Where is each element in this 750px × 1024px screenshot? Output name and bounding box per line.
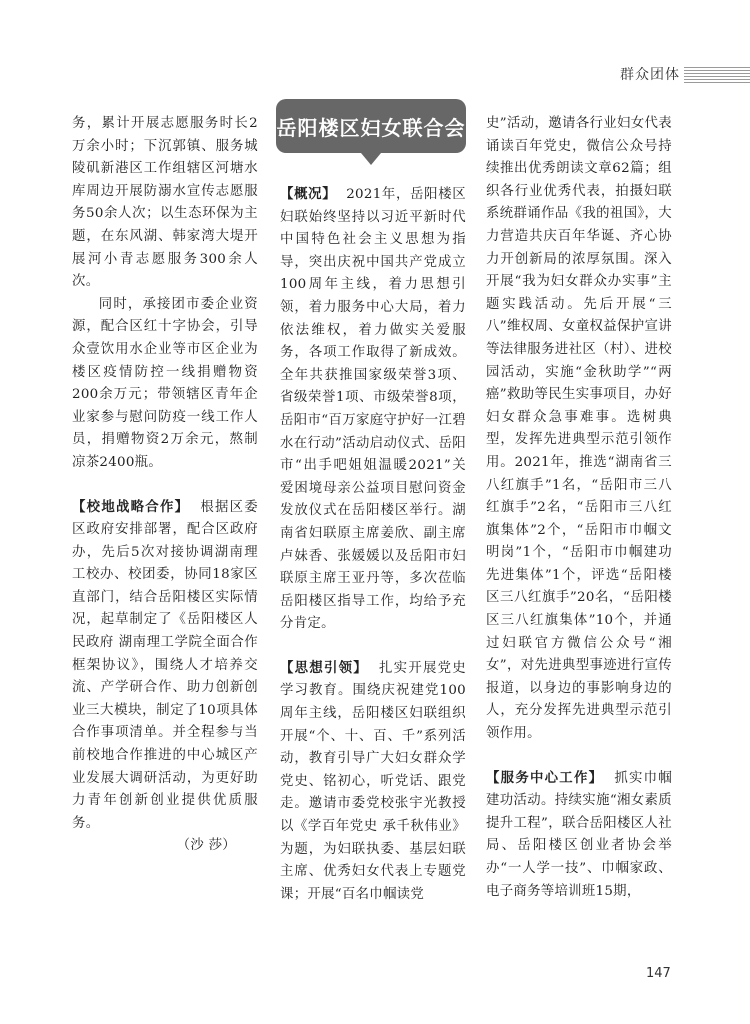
section-heading: 【思想引领】 (280, 660, 368, 676)
section-text: 根据区委区政府安排部署，配合区政府办，先后5次对接协调湖南理工校办、校团委，协同18家区直部门，结合岳阳楼区实际情况，起草制定了《岳阳楼区人民政府 湖南理工学院全面合作框架协议》，围绕人才培养交流、产学研合作、助力创新创业三大模块，制定了10项具体合作事项清单。并全程参与当前校地合作推进的中心城区产业发展大调研活动，为更好助力青年创新创业提供优质服务。 (72, 499, 258, 831)
section-text: 2021年，岳阳楼区妇联始终坚持以习近平新时代中国特色社会主义思想为指导，突出庆祝中国共产党成立100周年主线，着力思想引领，着力服务中心大局，着力依法维权，着力做实关爱服务，各项工作取得了新成效。全年共获推国家级荣誉3项、省级荣誉1项、市级荣誉8项，岳阳市“百万家庭守护好一江碧水在行动”活动启动仪式、岳阳市“出手吧姐姐温暖2021”关爱困境母亲公益项目慰问资金发放仪式在岳阳楼区举行。湖南省妇联原主席姜欣、副主席卢妹香、张媛媛以及岳阳市妇联原主席王亚丹等，多次莅临岳阳楼区指导工作，均给予充分肯定。 (280, 187, 466, 632)
section-paragraph (72, 497, 258, 836)
section-paragraph (280, 658, 466, 907)
section-heading: 【服务中心工作】 (486, 770, 604, 786)
article-title: 岳阳楼区妇女联合会 (276, 99, 466, 153)
section-paragraph (486, 768, 672, 904)
paragraph: 务，累计开展志愿服务时长2万余小时；下沉郭镇、服务城陵矶新港区工作组辖区河塘水库周边开展防溺水宣传志愿服务50余人次；以生态环保为主题，在东风湖、韩家湾大堤开展河小青志愿服务300余人次。 (72, 116, 258, 290)
byline: （沙 莎） (176, 838, 236, 854)
title-pointer (361, 153, 381, 165)
section-header: 群众团体 (620, 67, 680, 83)
paragraph: 史”活动，邀请各行业妇女代表诵读百年党史，微信公众号持续推出优秀朗读文章62篇；组织各行业优秀代表，拍摄妇联系统群诵作品《我的祖国》，大力营造共庆百年华诞、齐心协力开创新局的浓厚氛围。深入开展“我为妇女群众办实事”主题实践活动。先后开展“三八”维权周、女童权益保护宣讲等法律服务进社区（村）、进校园活动，实施“金秋助学”“两癌”救助等民生实事项目，办好妇女群众急事难事。选树典型，发挥先进典型示范引领作用。2021年，推选“湖南省三八红旗手”1名，“岳阳市三八红旗手”2名，“岳阳市三八红旗集体”2个，“岳阳市巾帼文明岗”1个，“岳阳市巾帼建功先进集体”1个，评选“岳阳楼区三八红旗手”20名，“岳阳楼区三八红旗集体”10个，并通过妇联官方微信公众号“湘女”，对先进典型事迹进行宣传报道，以身边的事影响身边的人，充分发挥先进典型示范引领作用。 (486, 116, 672, 742)
column-middle (280, 184, 466, 906)
section-heading: 【校地战略合作】 (72, 499, 190, 515)
section-text: 扎实开展党史学习教育。围绕庆祝建党100周年主线，岳阳楼区妇联组织开展“个、十、百、千”系列活动，教育引导广大妇女群众学党史、铭初心，听党话、跟党走。邀请市委党校张宇光教授以《学百年党史 承千秋伟业》为题，为妇联执委、基层妇联主席、优秀妇女代表上专题党课；开展“百名巾帼读党 (280, 660, 466, 902)
section-text: 抓实巾帼建功活动。持续实施“湘女素质提升工程”，联合岳阳楼区人社局、岳阳楼区创业者协会举办“一人学一技”、巾帼家政、电子商务等培训班15期， (486, 770, 672, 899)
header-decoration (684, 67, 750, 83)
column-left (72, 113, 258, 858)
page-number: 147 (646, 966, 671, 981)
paragraph: 同时，承接团市委企业资源，配合区红十字协会，引导众壹饮用水企业等市区企业为楼区疫情防控一线捐赠物资200余万元；带领辖区青年企业家参与慰问防疫一线工作人员，捐赠物资2万余元，熬制凉茶2400瓶。 (72, 296, 258, 470)
column-right (486, 113, 672, 903)
section-paragraph (280, 184, 466, 636)
section-heading: 【概况】 (280, 187, 337, 202)
